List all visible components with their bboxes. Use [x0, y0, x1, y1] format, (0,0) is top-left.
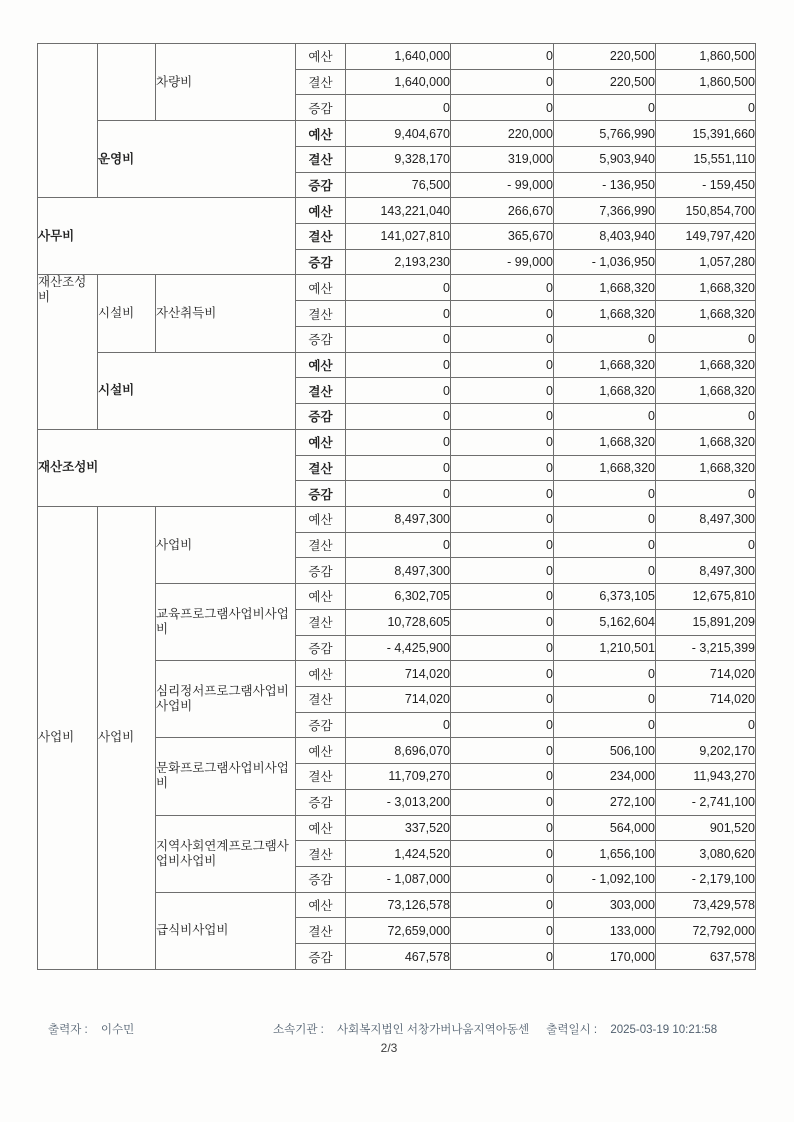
table-row	[38, 429, 756, 455]
category-cell-facility-expense-subtotal: 시설비	[98, 352, 296, 429]
amount-cell: 0	[554, 326, 656, 352]
amount-cell: 5,162,604	[554, 609, 656, 635]
amount-cell: 1,668,320	[554, 301, 656, 327]
row-type-cell: 예산	[296, 275, 346, 301]
amount-cell: 220,000	[451, 121, 554, 147]
amount-cell: 8,497,300	[656, 506, 756, 532]
amount-cell: 0	[346, 429, 451, 455]
amount-cell: 149,797,420	[656, 224, 756, 250]
row-type-cell: 예산	[296, 121, 346, 147]
category-cell-meal-expense: 급식비사업비	[156, 892, 296, 969]
amount-cell: 73,429,578	[656, 892, 756, 918]
amount-cell: 9,404,670	[346, 121, 451, 147]
row-type-cell: 예산	[296, 738, 346, 764]
category-cell-level2-empty	[98, 44, 156, 121]
row-type-cell: 예산	[296, 44, 346, 70]
amount-cell: 1,668,320	[554, 275, 656, 301]
amount-cell: 714,020	[656, 661, 756, 687]
amount-cell: 0	[346, 326, 451, 352]
amount-cell: 0	[656, 326, 756, 352]
table-row	[38, 506, 756, 532]
amount-cell: 0	[451, 789, 554, 815]
amount-cell: 1,668,320	[656, 352, 756, 378]
org-label: 소속기관 :	[273, 1024, 324, 1036]
amount-cell: 12,675,810	[656, 584, 756, 610]
amount-cell: 0	[451, 738, 554, 764]
amount-cell: 0	[346, 481, 451, 507]
row-type-cell: 결산	[296, 455, 346, 481]
amount-cell: 0	[451, 918, 554, 944]
amount-cell: 0	[346, 275, 451, 301]
amount-cell: 0	[451, 69, 554, 95]
budget-settlement-table	[37, 43, 756, 970]
row-type-cell: 결산	[296, 378, 346, 404]
amount-cell: 1,057,280	[656, 249, 756, 275]
amount-cell: 0	[346, 378, 451, 404]
amount-cell: 73,126,578	[346, 892, 451, 918]
amount-cell: 714,020	[346, 686, 451, 712]
amount-cell: 5,903,940	[554, 146, 656, 172]
amount-cell: - 159,450	[656, 172, 756, 198]
category-cell-operating-expense-subtotal: 운영비	[98, 121, 296, 198]
amount-cell: 0	[656, 712, 756, 738]
amount-cell: 0	[346, 712, 451, 738]
amount-cell: 0	[656, 532, 756, 558]
category-cell-psycho-emotional-program: 심리정서프로그램사업비사업비	[156, 661, 296, 738]
amount-cell: 0	[656, 404, 756, 430]
amount-cell: 1,668,320	[554, 429, 656, 455]
amount-cell: 272,100	[554, 789, 656, 815]
row-type-cell: 증감	[296, 789, 346, 815]
table-row	[38, 121, 756, 147]
amount-cell: 7,366,990	[554, 198, 656, 224]
row-type-cell: 증감	[296, 635, 346, 661]
amount-cell: 0	[451, 95, 554, 121]
table-row	[38, 44, 756, 70]
amount-cell: 0	[451, 378, 554, 404]
amount-cell: 0	[346, 352, 451, 378]
amount-cell: 9,202,170	[656, 738, 756, 764]
row-type-cell: 예산	[296, 892, 346, 918]
print-footer	[0, 1021, 794, 1037]
row-type-cell: 결산	[296, 918, 346, 944]
amount-cell: 220,500	[554, 69, 656, 95]
amount-cell: 901,520	[656, 815, 756, 841]
amount-cell: 0	[554, 95, 656, 121]
amount-cell: 0	[451, 815, 554, 841]
row-type-cell: 증감	[296, 481, 346, 507]
printed-at-value: 2025-03-19 10:21:58	[610, 1024, 718, 1036]
amount-cell: 15,391,660	[656, 121, 756, 147]
amount-cell: - 4,425,900	[346, 635, 451, 661]
amount-cell: 141,027,810	[346, 224, 451, 250]
row-type-cell: 예산	[296, 429, 346, 455]
amount-cell: 0	[554, 661, 656, 687]
amount-cell: 10,728,605	[346, 609, 451, 635]
row-type-cell: 증감	[296, 95, 346, 121]
amount-cell: 319,000	[451, 146, 554, 172]
category-cell-level1-empty	[38, 44, 98, 198]
amount-cell: 0	[451, 352, 554, 378]
amount-cell: 1,668,320	[656, 301, 756, 327]
org-value: 사회복지법인 서창가버나움지역아동센	[337, 1024, 530, 1036]
amount-cell: 0	[554, 558, 656, 584]
category-cell-office-expense-total: 사무비	[38, 198, 296, 275]
row-type-cell: 증감	[296, 326, 346, 352]
amount-cell: 714,020	[656, 686, 756, 712]
amount-cell: - 1,036,950	[554, 249, 656, 275]
row-type-cell: 예산	[296, 584, 346, 610]
amount-cell: 6,302,705	[346, 584, 451, 610]
amount-cell: 0	[451, 481, 554, 507]
row-type-cell: 증감	[296, 172, 346, 198]
row-type-cell: 결산	[296, 301, 346, 327]
amount-cell: 564,000	[554, 815, 656, 841]
row-type-cell: 예산	[296, 661, 346, 687]
amount-cell: 0	[346, 455, 451, 481]
amount-cell: 143,221,040	[346, 198, 451, 224]
amount-cell: 8,497,300	[346, 506, 451, 532]
category-cell-culture-program: 문화프로그램사업비사업비	[156, 738, 296, 815]
amount-cell: 1,210,501	[554, 635, 656, 661]
amount-cell: 6,373,105	[554, 584, 656, 610]
amount-cell: - 99,000	[451, 249, 554, 275]
amount-cell: 1,640,000	[346, 44, 451, 70]
amount-cell: 1,668,320	[554, 455, 656, 481]
amount-cell: 337,520	[346, 815, 451, 841]
amount-cell: 0	[451, 301, 554, 327]
row-type-cell: 증감	[296, 867, 346, 893]
amount-cell: 0	[451, 506, 554, 532]
amount-cell: 3,080,620	[656, 841, 756, 867]
amount-cell: 0	[554, 686, 656, 712]
category-cell-education-program: 교육프로그램사업비사업비	[156, 584, 296, 661]
amount-cell: 266,670	[451, 198, 554, 224]
amount-cell: 1,668,320	[656, 378, 756, 404]
amount-cell: 0	[451, 944, 554, 970]
amount-cell: 0	[554, 532, 656, 558]
amount-cell: 8,497,300	[346, 558, 451, 584]
printed-by-value: 이수민	[100, 1024, 135, 1036]
row-type-cell: 결산	[296, 686, 346, 712]
page-number: 2/3	[380, 1041, 398, 1055]
amount-cell: 0	[346, 95, 451, 121]
amount-cell: 0	[451, 532, 554, 558]
amount-cell: 11,709,270	[346, 764, 451, 790]
amount-cell: 0	[451, 712, 554, 738]
table-row	[38, 275, 756, 301]
amount-cell: - 2,179,100	[656, 867, 756, 893]
row-type-cell: 결산	[296, 609, 346, 635]
amount-cell: 0	[346, 532, 451, 558]
amount-cell: 0	[656, 481, 756, 507]
amount-cell: 2,193,230	[346, 249, 451, 275]
amount-cell: 0	[451, 584, 554, 610]
amount-cell: 303,000	[554, 892, 656, 918]
amount-cell: - 99,000	[451, 172, 554, 198]
amount-cell: 0	[451, 841, 554, 867]
category-cell-property-formation-total: 재산조성비	[38, 429, 296, 506]
amount-cell: 0	[554, 404, 656, 430]
org-and-datetime	[273, 1021, 731, 1037]
row-type-cell: 결산	[296, 532, 346, 558]
amount-cell: - 1,092,100	[554, 867, 656, 893]
row-type-cell: 예산	[296, 815, 346, 841]
amount-cell: 15,551,110	[656, 146, 756, 172]
amount-cell: 467,578	[346, 944, 451, 970]
amount-cell: 133,000	[554, 918, 656, 944]
amount-cell: - 1,087,000	[346, 867, 451, 893]
amount-cell: 150,854,700	[656, 198, 756, 224]
row-type-cell: 증감	[296, 944, 346, 970]
row-type-cell: 예산	[296, 506, 346, 532]
row-type-cell: 결산	[296, 841, 346, 867]
amount-cell: 234,000	[554, 764, 656, 790]
amount-cell: 1,424,520	[346, 841, 451, 867]
table-row	[38, 352, 756, 378]
amount-cell: - 3,215,399	[656, 635, 756, 661]
amount-cell: 0	[451, 326, 554, 352]
amount-cell: 0	[554, 481, 656, 507]
amount-cell: - 3,013,200	[346, 789, 451, 815]
amount-cell: 0	[554, 506, 656, 532]
amount-cell: 0	[451, 44, 554, 70]
amount-cell: 0	[451, 275, 554, 301]
amount-cell: 0	[451, 661, 554, 687]
printed-by	[48, 1021, 148, 1037]
amount-cell: 9,328,170	[346, 146, 451, 172]
amount-cell: 0	[554, 712, 656, 738]
amount-cell: 0	[451, 404, 554, 430]
row-type-cell: 결산	[296, 764, 346, 790]
amount-cell: 76,500	[346, 172, 451, 198]
amount-cell: 1,640,000	[346, 69, 451, 95]
table-row	[38, 198, 756, 224]
amount-cell: 637,578	[656, 944, 756, 970]
amount-cell: 0	[451, 635, 554, 661]
amount-cell: 8,497,300	[656, 558, 756, 584]
amount-cell: 1,860,500	[656, 44, 756, 70]
amount-cell: 11,943,270	[656, 764, 756, 790]
row-type-cell: 증감	[296, 249, 346, 275]
printed-at-label: 출력일시 :	[546, 1024, 598, 1036]
category-cell-business-expense-level2: 사업비	[98, 506, 156, 969]
category-cell-business-expense: 사업비	[156, 506, 296, 583]
amount-cell: 220,500	[554, 44, 656, 70]
amount-cell: 0	[451, 455, 554, 481]
amount-cell: 1,668,320	[554, 352, 656, 378]
amount-cell: 1,668,320	[656, 275, 756, 301]
category-cell-vehicle-expense: 차량비	[156, 44, 296, 121]
amount-cell: 0	[451, 764, 554, 790]
amount-cell: - 2,741,100	[656, 789, 756, 815]
row-type-cell: 증감	[296, 712, 346, 738]
amount-cell: 0	[346, 301, 451, 327]
amount-cell: 72,659,000	[346, 918, 451, 944]
amount-cell: 0	[451, 867, 554, 893]
row-type-cell: 증감	[296, 558, 346, 584]
category-cell-property-formation: 재산조성비	[38, 275, 98, 429]
amount-cell: 170,000	[554, 944, 656, 970]
category-cell-business-expense-level1: 사업비	[38, 506, 98, 969]
row-type-cell: 예산	[296, 198, 346, 224]
amount-cell: 1,860,500	[656, 69, 756, 95]
amount-cell: 0	[451, 609, 554, 635]
amount-cell: 0	[346, 404, 451, 430]
amount-cell: - 136,950	[554, 172, 656, 198]
row-type-cell: 예산	[296, 352, 346, 378]
amount-cell: 714,020	[346, 661, 451, 687]
amount-cell: 0	[451, 892, 554, 918]
amount-cell: 0	[451, 558, 554, 584]
amount-cell: 8,696,070	[346, 738, 451, 764]
row-type-cell: 결산	[296, 224, 346, 250]
amount-cell: 1,668,320	[656, 429, 756, 455]
amount-cell: 1,668,320	[554, 378, 656, 404]
category-cell-community-link-program: 지역사회연계프로그램사업비사업비	[156, 815, 296, 892]
row-type-cell: 결산	[296, 69, 346, 95]
amount-cell: 0	[451, 686, 554, 712]
amount-cell: 365,670	[451, 224, 554, 250]
amount-cell: 506,100	[554, 738, 656, 764]
category-cell-facility-expense: 시설비	[98, 275, 156, 352]
amount-cell: 8,403,940	[554, 224, 656, 250]
amount-cell: 0	[656, 95, 756, 121]
amount-cell: 1,656,100	[554, 841, 656, 867]
amount-cell: 72,792,000	[656, 918, 756, 944]
amount-cell: 1,668,320	[656, 455, 756, 481]
row-type-cell: 증감	[296, 404, 346, 430]
amount-cell: 15,891,209	[656, 609, 756, 635]
amount-cell: 0	[451, 429, 554, 455]
amount-cell: 5,766,990	[554, 121, 656, 147]
row-type-cell: 결산	[296, 146, 346, 172]
category-cell-asset-acquisition: 자산취득비	[156, 275, 296, 352]
printed-by-label: 출력자 :	[48, 1024, 88, 1036]
